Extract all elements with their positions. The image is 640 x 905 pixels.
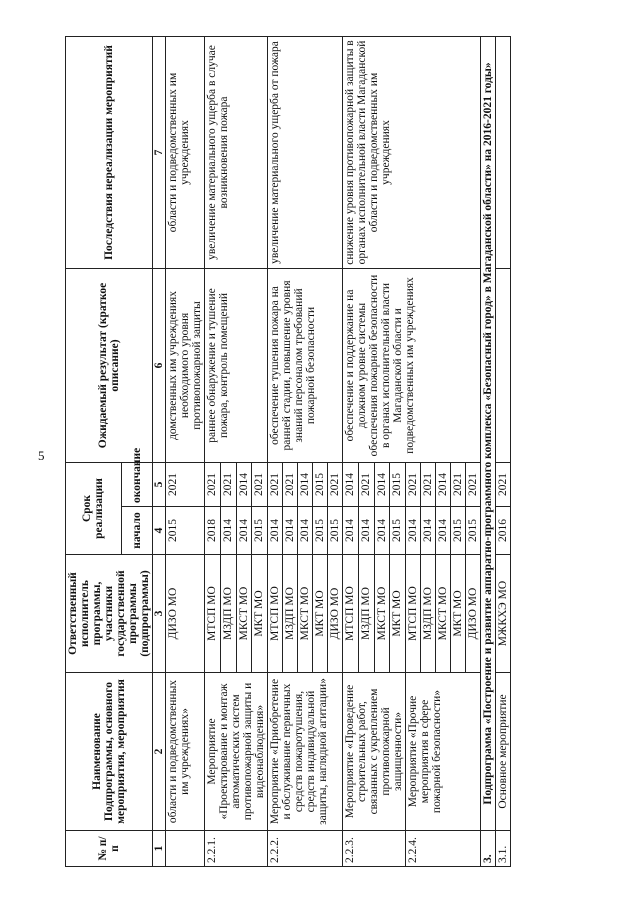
row-end: 2021 — [205, 462, 221, 506]
row-executor: МКТ МО — [252, 555, 268, 673]
row-end: 2021 — [328, 462, 343, 506]
header-name: Наименование Подпрограммы, основного мероприятия, мероприятия — [66, 673, 153, 831]
row-executor: ДИЗО МО — [466, 555, 481, 673]
row-executor: ДИЗО МО — [328, 555, 343, 673]
row-end: 2014 — [436, 462, 451, 506]
row-start: 2014 — [358, 507, 374, 555]
row-start: 2015 — [328, 507, 343, 555]
row-executor: МЗДП МО — [283, 555, 298, 673]
table-row — [205, 36, 221, 866]
row-consequences: снижение уровня противопожарной защиты в органах исполнительной власти Магаданской области и подведомственных им учреждениях — [343, 36, 481, 268]
row-result: обеспечение тушения пожара на ранней стадии, повышение уровня знаний персоналом требований пожарной безопасности — [268, 268, 343, 462]
row-name: Основное мероприятие — [496, 673, 511, 831]
header-start: начало — [121, 507, 152, 555]
row-end: 2021 — [496, 462, 511, 506]
row-end: 2014 — [298, 462, 313, 506]
row-start: 2015 — [252, 507, 268, 555]
table-row — [496, 36, 511, 866]
row-start: 2018 — [205, 507, 221, 555]
row-start: 2015 — [451, 507, 466, 555]
row-result: раннее обнаружение и тушение пожара, контроль помещений — [205, 268, 268, 462]
row-executor: МКТ МО — [313, 555, 328, 673]
row-result: обеспечение и поддержание на должном уровне системы обеспечения пожарной безопасности в органах исполнительной власти Магаданской области и подведомственных им учреждениях — [343, 268, 481, 462]
row-start: 2016 — [496, 507, 511, 555]
row-end: 2021 — [406, 462, 421, 506]
row-executor: МТСП МО — [268, 555, 283, 673]
header-executor: Ответственный исполнитель программы, участники государственной программы (подпрограммы) — [66, 555, 153, 673]
row-end: 2021 — [268, 462, 283, 506]
row-name: Мероприятие «Проектирование и монтаж автоматических систем противопожарной защиты и видеонаблюдения» — [205, 673, 268, 831]
row-end: 2021 — [358, 462, 374, 506]
row-executor: МТСП МО — [406, 555, 421, 673]
col-number: 5 — [153, 462, 166, 506]
header-consequences: Последствия нереализации мероприятий — [66, 36, 153, 268]
row-executor: МЗДП МО — [421, 555, 436, 673]
page-number: 5 — [38, 448, 45, 463]
col-number: 3 — [153, 555, 166, 673]
header-num: № п/п — [66, 831, 153, 867]
row-end: 2015 — [390, 462, 406, 506]
header-end: окончание — [121, 462, 152, 506]
row-end: 2021 — [166, 462, 205, 506]
row-executor: МКТ МО — [390, 555, 406, 673]
row-start: 2014 — [374, 507, 390, 555]
row-executor: МКСТ МО — [374, 555, 390, 673]
table-row — [343, 36, 359, 866]
row-start: 2014 — [283, 507, 298, 555]
row-name: Мероприятие «Приобретение и обслуживание первичных средств пожаротушения, средств индивидуальной защиты, наглядной агитации» — [268, 673, 343, 831]
row-num: 3.1. — [496, 831, 511, 867]
table-row — [166, 36, 205, 866]
row-executor: МКСТ МО — [436, 555, 451, 673]
row-executor: МЖКХЭ МО — [496, 555, 511, 673]
row-end: 2015 — [313, 462, 328, 506]
row-start: 2014 — [421, 507, 436, 555]
col-number: 7 — [153, 36, 166, 268]
row-end: 2021 — [220, 462, 236, 506]
row-num: 2.2.4. — [406, 831, 481, 867]
row-executor: МТСП МО — [205, 555, 221, 673]
row-executor: ДИЗО МО — [166, 555, 205, 673]
row-end: 2021 — [252, 462, 268, 506]
row-start: 2015 — [390, 507, 406, 555]
row-executor: МКСТ МО — [236, 555, 252, 673]
row-start: 2015 — [466, 507, 481, 555]
row-num: 2.2.3. — [343, 831, 406, 867]
row-start: 2015 — [166, 507, 205, 555]
table-row — [268, 36, 283, 866]
row-start: 2014 — [220, 507, 236, 555]
row-executor: МКСТ МО — [298, 555, 313, 673]
row-start: 2015 — [313, 507, 328, 555]
row-end: 2021 — [451, 462, 466, 506]
row-consequences: области и подведомственных им учреждениях — [166, 36, 205, 268]
row-end: 2014 — [236, 462, 252, 506]
row-name: Мероприятие «Проведение строительных работ, связанных с укреплением противопожарной защищенности» — [343, 673, 406, 831]
row-end: 2014 — [343, 462, 359, 506]
col-number: 2 — [153, 673, 166, 831]
row-name: Мероприятие «Прочие мероприятия в сфере пожарной безопасности» — [406, 673, 481, 831]
row-end: 2021 — [283, 462, 298, 506]
row-start: 2014 — [298, 507, 313, 555]
row-executor: МКТ МО — [451, 555, 466, 673]
subprogram-row — [481, 36, 496, 866]
row-end: 2021 — [421, 462, 436, 506]
row-start: 2014 — [406, 507, 421, 555]
subprogram-title: Подпрограмма «Построение и развитие аппаратно-программного комплекса «Безопасный город» в Магаданской области» на 2016-2021 годы» — [481, 36, 496, 830]
col-number: 4 — [153, 507, 166, 555]
row-num: 2.2.1. — [205, 831, 268, 867]
row-start: 2014 — [236, 507, 252, 555]
row-executor: МТСП МО — [343, 555, 359, 673]
row-start: 2014 — [436, 507, 451, 555]
row-name: области и подведомственных им учреждениях» — [166, 673, 205, 831]
row-executor: МЗДП МО — [358, 555, 374, 673]
row-consequences: увеличение материального ущерба в случае возникновения пожара — [205, 36, 268, 268]
program-table — [65, 36, 511, 867]
row-consequences: увеличение материального ущерба от пожара — [268, 36, 343, 268]
col-number: 6 — [153, 268, 166, 462]
rotated-table-container — [65, 37, 575, 867]
header-period: Срок реализации — [66, 462, 122, 554]
row-start: 2014 — [268, 507, 283, 555]
header-result: Ожидаемый результат (краткое описание) — [66, 268, 153, 462]
col-number: 1 — [153, 831, 166, 867]
row-num: 2.2.2. — [268, 831, 343, 867]
row-executor: МЗДП МО — [220, 555, 236, 673]
row-start: 2014 — [343, 507, 359, 555]
row-result: домственных им учреждениях необходимого уровня противопожарной защиты — [166, 268, 205, 462]
row-end: 2021 — [466, 462, 481, 506]
row-end: 2014 — [374, 462, 390, 506]
subprogram-num: 3. — [481, 831, 496, 867]
